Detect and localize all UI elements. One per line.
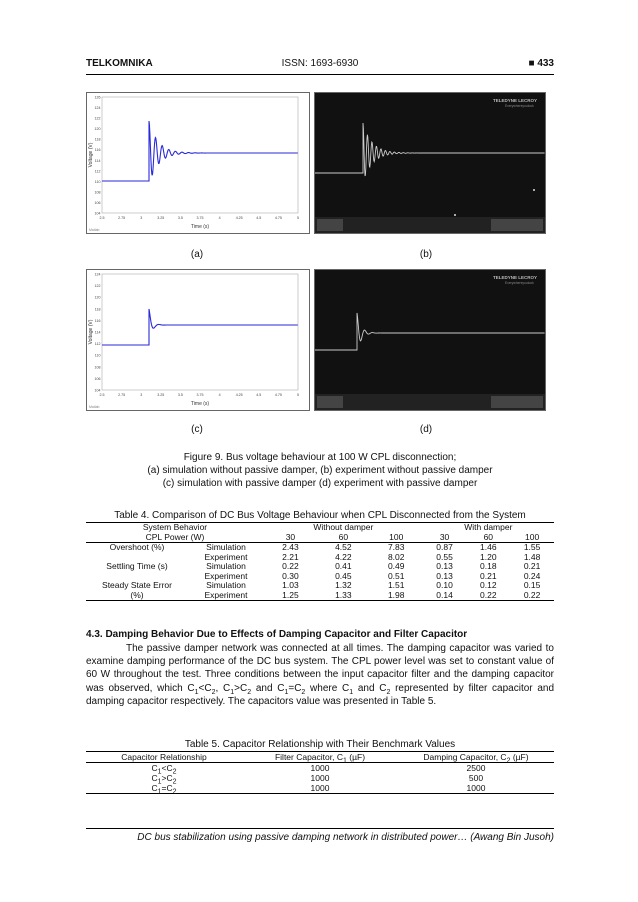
table-4-power: 60	[317, 533, 370, 543]
panel-a-brand: Matlab	[89, 228, 100, 232]
table-4-cell-value: 1.98	[370, 591, 423, 601]
panel-a-xtick-label: 5	[297, 216, 299, 220]
table-4-cell-value: 1.25	[264, 591, 317, 601]
panel-a-xtick-label: 3	[140, 216, 143, 220]
table-4	[86, 522, 554, 601]
table-4-power: 60	[466, 533, 510, 543]
table-4-power: 30	[423, 533, 467, 543]
panel-a-ytick-label: 118	[94, 137, 101, 142]
table-5-cell-relationship: $C_1=C_2$	[86, 783, 242, 794]
panel-c-ylabel: Voltage (V)	[88, 319, 94, 345]
panel-c-ytick-label: 110	[94, 353, 101, 358]
panel-c-ytick-label: 120	[94, 295, 101, 300]
table-4-cell-method: Simulation	[206, 580, 246, 590]
table-4-body	[86, 543, 554, 601]
panel-c-xtick-label: 2.5	[99, 393, 105, 397]
panel-b-oscilloscope	[314, 92, 546, 234]
panel-a-xtick-label: 4	[218, 216, 221, 220]
panel-c-ytick-label: 124	[94, 272, 101, 277]
table-5-header-filter: Filter Capacitor, $C_1$ (µF)	[242, 752, 398, 763]
table-5-cell-relationship: $C_1<C_2$	[151, 763, 177, 776]
table-4-header-row-1	[86, 523, 554, 533]
panel-c-svg	[87, 270, 309, 410]
panel-c-simulation-plot	[86, 269, 310, 411]
panel-d-timebase-box	[491, 396, 543, 408]
table-4-cell-method: Experiment	[204, 551, 248, 562]
panel-d-svg	[315, 270, 545, 410]
table-4-header-with: With damper	[423, 523, 554, 533]
panel-d-label: (d)	[419, 424, 433, 435]
table-4-cell-metric: (%)	[86, 591, 188, 601]
page-footer: DC bus stabilization using passive damping network in distributed power… (Awang Bin Jusoh)	[137, 832, 554, 843]
panel-b-channel-box	[317, 219, 343, 231]
section-title: 4.3. Damping Behavior Due to Effects of Damping Capacitor and Filter Capacitor	[86, 629, 468, 640]
table-4-cell-method: Experiment	[188, 591, 264, 601]
panel-c-xtick-label: 4	[218, 393, 221, 397]
panel-a-xtick-label: 4.5	[256, 216, 262, 220]
panel-a-xlabel: Time (s)	[190, 224, 210, 230]
panel-a-ytick-label: 114	[94, 158, 101, 163]
table-4-cell-value: 1.48	[523, 551, 541, 562]
table-5-header-relationship: Capacitor Relationship	[86, 752, 242, 763]
table-4-cell-value: 0.18	[480, 561, 497, 571]
panel-b-brand-sub: Everywhereyoulook	[505, 104, 534, 108]
table-4-power: 30	[264, 533, 317, 543]
table-4-cell-value: 0.21	[523, 561, 541, 571]
panel-a-simulation-plot	[86, 92, 310, 234]
panel-a-ytick-label: 126	[94, 95, 101, 100]
journal-name: TELKOMNIKA	[86, 58, 153, 69]
page-number-block	[528, 58, 554, 69]
panel-c-xtick-label: 4.5	[256, 393, 262, 397]
table-5-cell-damping: 500	[468, 773, 484, 783]
panel-d-oscilloscope	[314, 269, 546, 411]
table-4-power: 100	[370, 533, 423, 543]
panel-c-xtick-label: 4.75	[274, 393, 282, 397]
table-4-header-without: Without damper	[264, 523, 423, 533]
panel-c-ytick-label: 112	[94, 342, 101, 347]
panel-a-ytick-label: 116	[94, 148, 101, 153]
panel-d-screen	[315, 270, 545, 394]
table-4-cell-value: 0.14	[423, 591, 467, 601]
panel-c-xtick-label: 3.5	[177, 393, 183, 397]
panel-a-ytick-label: 110	[94, 179, 101, 184]
table-4-cell-value: 0.12	[480, 580, 497, 590]
table-5-cell-filter: 1000	[310, 763, 330, 773]
panel-a-xtick-label: 4.25	[235, 216, 243, 220]
panel-a-label: (a)	[190, 249, 204, 260]
panel-b-svg	[315, 93, 545, 233]
table-4-header-system: System Behavior	[86, 523, 264, 533]
table-4-cell-value: 2.43	[282, 542, 299, 552]
page-marker: ■	[528, 58, 535, 69]
panel-b-screen	[315, 93, 545, 217]
header-rule	[86, 74, 554, 75]
table-5-row	[86, 763, 554, 774]
table-5-row	[86, 773, 554, 783]
panel-c-plot-area	[102, 274, 298, 390]
panel-c-xtick-label: 3.25	[157, 393, 165, 397]
table-4-header-row-2	[86, 533, 554, 543]
table-4-cell-value: 0.24	[523, 570, 541, 581]
panel-a-ytick-label: 124	[94, 106, 101, 111]
panel-a-xtick-label: 3.5	[177, 216, 183, 220]
table-5-caption: Table 5. Capacitor Relationship with Their Benchmark Values	[184, 739, 456, 750]
table-4-cell-value: 0.22	[282, 561, 299, 571]
table-4-cell-value: 0.15	[523, 580, 541, 590]
figure-caption-line-3: (c) simulation with passive damper (d) experiment with passive damper	[162, 478, 478, 489]
table-4-cell-value: 0.55	[436, 551, 453, 562]
section-paragraph: The passive damper network was connected at all times. The damping capacitor was varied to examine damping performance of the DC bus system. The CPL power level was set to constant value of 60 W throughout the test. Three conditions between the input capacitor filter and the damping capacitor was observed, which $C_1<C_2$, $C_1>C_2$ and $C_1=C_2$ where $C_1$ and $C_2$ represented by filter capacitor and damping capacitor respectively. The capacitors value was presented in Table 5.	[86, 643, 555, 707]
panel-a-ytick-label: 108	[94, 190, 101, 195]
panel-c-yticks	[95, 273, 101, 393]
panel-b-trigger-marker	[454, 214, 456, 216]
panel-a-ytick-label: 112	[94, 169, 101, 174]
table-4-cell-metric: Overshoot (%)	[109, 542, 165, 552]
table-4-cell-method: Experiment	[204, 570, 248, 581]
panel-b-brand: TELEDYNE LECROY	[493, 98, 538, 103]
panel-b-timebase-box	[491, 219, 543, 231]
panel-c-ytick-label: 104	[94, 388, 101, 393]
panel-a-ytick-label: 106	[94, 200, 101, 205]
table-4-cell-value: 0.87	[436, 542, 453, 552]
table-4-cell-value: 0.51	[387, 570, 405, 581]
panel-c-ytick-label: 108	[94, 365, 101, 370]
table-4-cell-value: 0.13	[436, 561, 453, 571]
table-4-cell-value: 0.21	[480, 570, 497, 581]
panel-a-ytick-label: 120	[94, 127, 101, 132]
table-4-cell-value: 1.51	[387, 580, 405, 590]
panel-a-xtick-label: 2.75	[118, 216, 126, 220]
table-4-cell-value: 0.22	[510, 591, 554, 601]
table-4-cell-value: 0.45	[335, 570, 352, 581]
panel-a-xtick-label: 4.75	[274, 216, 282, 220]
panel-c-label: (c)	[191, 424, 203, 435]
panel-d-brand: TELEDYNE LECROY	[493, 275, 538, 280]
table-4-row	[86, 591, 554, 601]
table-5-cell-damping: 1000	[398, 783, 554, 794]
panel-c-ytick-label: 122	[94, 284, 101, 289]
panel-a-xtick-label: 2.5	[99, 216, 105, 220]
panel-a-xtick-label: 3.75	[196, 216, 204, 220]
panel-c-xtick-label: 4.25	[235, 393, 243, 397]
table-5-cell-filter: 1000	[242, 783, 398, 794]
table-5-cell-filter: 1000	[310, 773, 330, 783]
table-5-cell-damping: 2500	[466, 763, 486, 773]
table-4-cell-value: 0.30	[282, 570, 299, 581]
table-5-header-damping: Damping Capacitor, $C_2$ (µF)	[398, 752, 554, 763]
table-4-cell-value: 1.32	[335, 580, 352, 590]
figure-caption-line-1: Figure 9. Bus voltage behaviour at 100 W CPL disconnection;	[183, 452, 457, 463]
table-4-cell-value: 1.20	[480, 551, 497, 562]
panel-c-xtick-label: 3.75	[196, 393, 204, 397]
panel-a-yticks	[95, 96, 101, 216]
table-4-cell-value: 0.41	[335, 561, 352, 571]
panel-a-ylabel: Voltage (V)	[88, 142, 94, 168]
page-header	[86, 58, 554, 74]
table-4-cell-value: 1.33	[317, 591, 370, 601]
panel-a-ytick-label: 104	[94, 211, 101, 216]
panel-c-ytick-label: 116	[94, 318, 101, 323]
issn: ISSN: 1693-6930	[281, 58, 359, 69]
table-4-row	[86, 543, 554, 553]
panel-a-plot-area	[102, 97, 298, 213]
panel-c-xlabel: Time (s)	[190, 401, 210, 407]
panel-a-xticks	[100, 216, 300, 220]
panel-c-ytick-label: 118	[94, 307, 101, 312]
table-4-cell-metric: Settling Time (s)	[106, 561, 168, 571]
table-4-power: 100	[510, 533, 554, 543]
figure-caption-line-2: (a) simulation without passive damper, (b) experiment without passive damper	[147, 465, 493, 476]
table-4-cell-value: 8.02	[387, 551, 405, 562]
panel-c-xtick-label: 3	[140, 393, 143, 397]
table-5	[86, 751, 554, 794]
page-number: 433	[537, 58, 554, 69]
panel-a-ytick-label: 122	[94, 116, 101, 121]
table-4-cell-value: 0.22	[466, 591, 510, 601]
table-4-cell-method: Simulation	[206, 561, 246, 571]
panel-a-svg	[87, 93, 309, 233]
panel-c-xtick-label: 2.75	[118, 393, 126, 397]
figure-caption	[86, 451, 554, 490]
panel-c-ytick-label: 106	[94, 376, 101, 381]
table-4-caption: Table 4. Comparison of DC Bus Voltage Behaviour when CPL Disconnected from the System	[114, 510, 526, 521]
panel-d-brand-sub: Everywhereyoulook	[505, 281, 534, 285]
table-4-cell-value: 1.03	[282, 580, 299, 590]
table-4-cell-value: 1.55	[523, 542, 541, 552]
table-5-row	[86, 783, 554, 794]
table-4-cell-value: 4.52	[335, 542, 352, 552]
panel-d-channel-box	[317, 396, 343, 408]
table-4-cell-value: 4.22	[335, 551, 352, 562]
panel-c-brand: Matlab	[89, 405, 100, 409]
panel-c-ytick-label: 114	[94, 330, 101, 335]
table-4-cell-value: 2.21	[282, 551, 299, 562]
table-4-cell-value: 1.46	[480, 542, 497, 552]
table-4-cell-metric: Steady State Error	[102, 580, 172, 590]
table-4-cell-value: 0.10	[436, 580, 453, 590]
table-4-cell-method: Simulation	[206, 542, 246, 552]
panel-b-cursor-marker	[533, 189, 535, 191]
panel-b-label: (b)	[419, 249, 433, 260]
table-5-header-row	[86, 752, 554, 763]
table-4-cell-value: 0.49	[387, 561, 405, 571]
table-5-cell-relationship: $C_1>C_2$	[151, 773, 177, 786]
table-4-header-power: CPL Power (W)	[86, 533, 264, 543]
panel-c-xtick-label: 5	[297, 393, 299, 397]
panel-c-xticks	[100, 393, 300, 397]
table-4-cell-value: 7.83	[387, 542, 405, 552]
footer-rule	[86, 828, 554, 829]
table-4-cell-value: 0.13	[436, 570, 453, 581]
panel-a-xtick-label: 3.25	[157, 216, 165, 220]
